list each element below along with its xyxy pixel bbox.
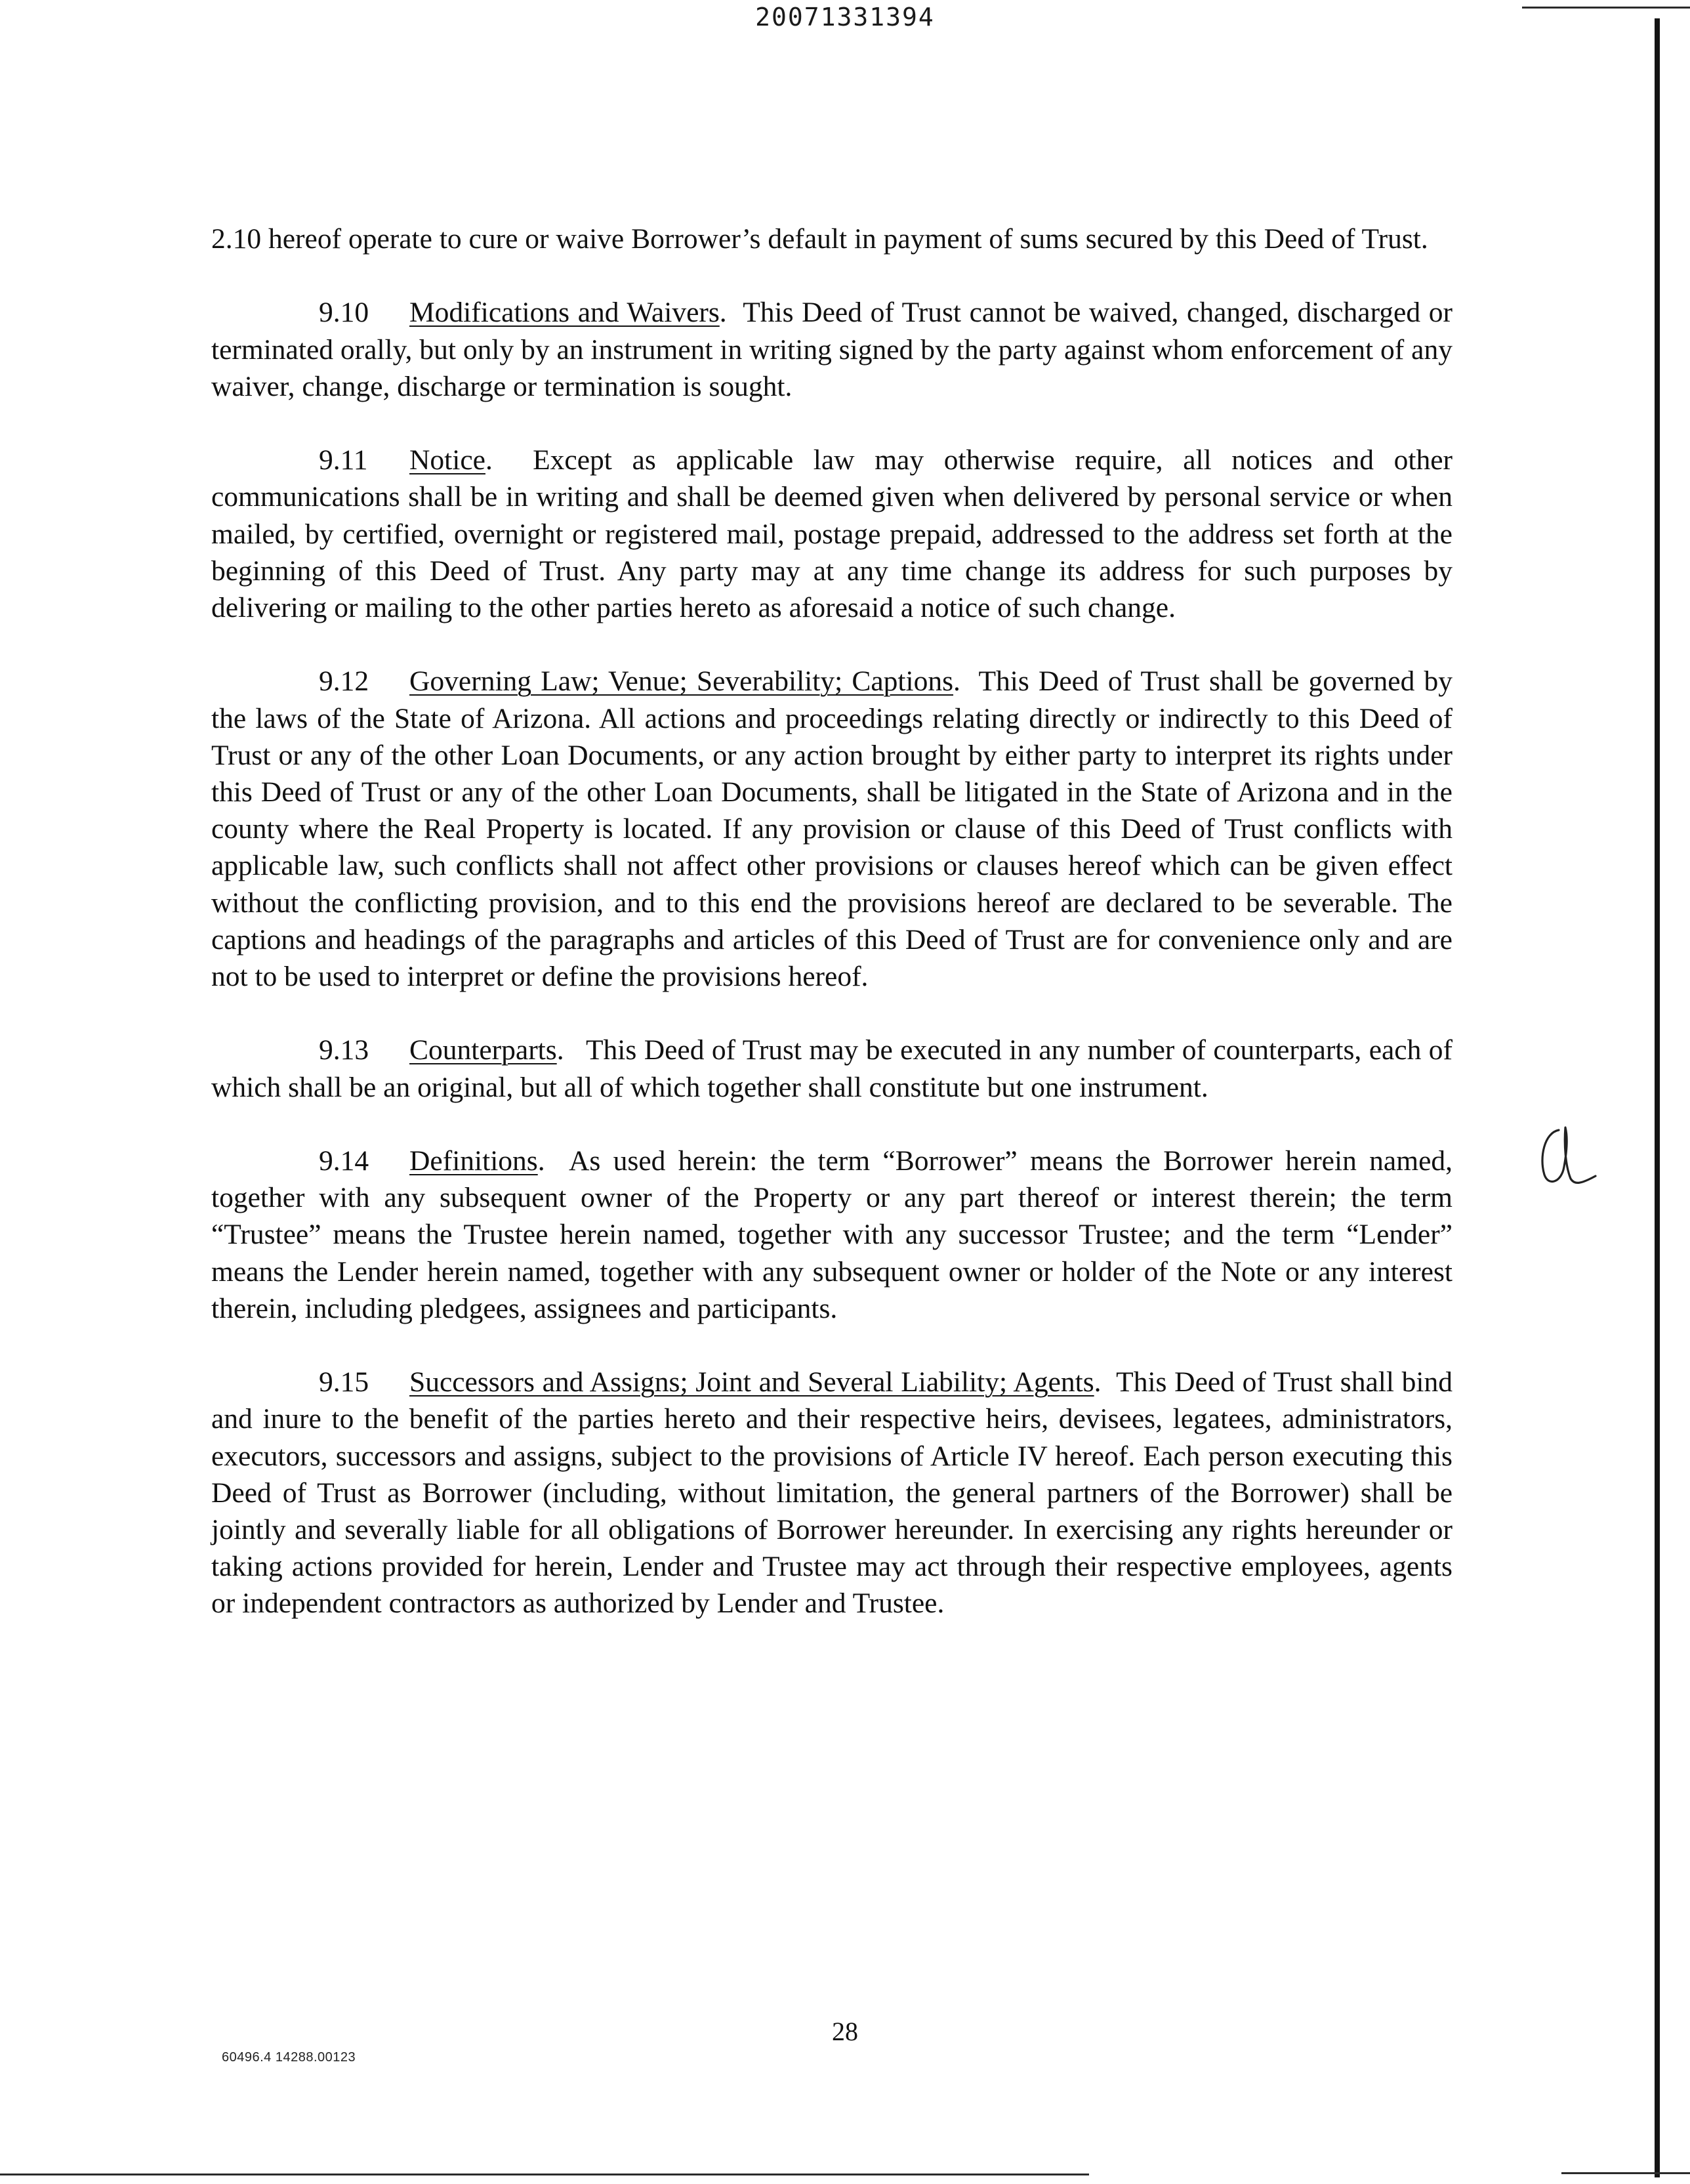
section-text: As used herein: the term “Borrower” means the Borrower herein named, together with any subsequent owner of the Property or any part thereof or interest therein; the term “Trustee” means the Trustee herein named, together with any successor Trustee; and the term “Lender” means the Lender herein named, together with any subsequent owner or holder of the Note or any interest therein, including pledgees, assignees and participants.: [211, 1145, 1453, 1324]
section-9-12: 9.12 Governing Law; Venue; Severability; Captions. This Deed of Trust shall be governed by the laws of the State of Arizona. All actions and proceedings relating directly or indirectly to this Deed of Trust or any of the other Loan Documents, or any action brought by either party to interpret its rights under this Deed of Trust or any of the other Loan Documents, shall be litigated in the State of Arizona and in the county where the Real Property is located. If any provision or clause of this Deed of Trust conflicts with applicable law, such conflicts shall not affect other provisions or clauses hereof which can be given effect without the conflicting provision, and to this end the provisions hereof are declared to be severable. The captions and headings of the paragraphs and articles of this Deed of Trust are for convenience only and are not to be used to interpret or define the provisions hereof.: [211, 663, 1453, 995]
paragraph-text: 2.10 hereof operate to cure or waive Borrower’s default in payment of sums secured by this Deed of Trust.: [211, 223, 1428, 255]
section-9-15: 9.15 Successors and Assigns; Joint and Several Liability; Agents. This Deed of Trust shall bind and inure to the benefit of the parties hereto and their respective heirs, devisees, legatees, administrators, executors, successors and assigns, subject to the provisions of Article IV hereof. Each person executing this Deed of Trust as Borrower (including, without limitation, the general partners of the Borrower) shall be jointly and severally liable for all obligations of Borrower hereunder. In exercising any rights hereunder or taking actions provided for herein, Lender and Trustee may act through their respective employees, agents or independent contractors as authorized by Lender and Trustee.: [211, 1364, 1453, 1622]
page-number: 28: [832, 2017, 858, 2046]
section-text: This Deed of Trust shall bind and inure to the benefit of the parties hereto and their respective heirs, devisees, legatees, administrators, executors, successors and assigns, subject to the provisions of Article IV hereof. Each person executing this Deed of Trust as Borrower (including, without limitation, the general partners of the Borrower) shall be jointly and severally liable for all obligations of Borrower hereunder. In exercising any rights hereunder or taking actions provided for herein, Lender and Trustee may act through their respective employees, agents or independent contractors as authorized by Lender and Trustee.: [211, 1366, 1453, 1620]
scan-edge-bottom: [0, 2174, 1089, 2175]
section-text: This Deed of Trust shall be governed by the laws of the State of Arizona. All actions and proceedings relating directly or indirectly to this Deed of Trust or any of the other Loan Documents, or any action brought by either party to interpret its rights under this Deed of Trust or any of the other Loan Documents, shall be litigated in the State of Arizona and in the county where the Real Property is located. If any provision or clause of this Deed of Trust conflicts with applicable law, such conflicts shall not affect other provisions or clauses hereof which can be given effect without the conflicting provision, and to this end the provisions hereof are declared to be severable. The captions and headings of the paragraphs and articles of this Deed of Trust are for convenience only and are not to be used to interpret or define the provisions hereof.: [211, 665, 1453, 993]
section-text: Except as applicable law may otherwise require, all notices and other communications shall be in writing and shall be deemed given when delivered by personal service or when mailed, by certified, overnight or registered mail, postage prepaid, addressed to the address set forth at the beginning of this Deed of Trust. Any party may at any time change its address for such purposes by delivering or mailing to the other parties hereto as aforesaid a notice of such change.: [211, 444, 1453, 623]
section-number: 9.10: [319, 297, 369, 329]
section-9-10: 9.10 Modifications and Waivers. This Deed of Trust cannot be waived, changed, discharged or terminated orally, but only by an instrument in writing signed by the party against whom enforcement of any waiver, change, discharge or termination is sought.: [211, 294, 1453, 405]
section-heading: Governing Law; Venue; Severability; Captions: [409, 665, 954, 698]
section-number: 9.13: [319, 1034, 369, 1066]
section-heading: Counterparts: [409, 1034, 557, 1066]
section-heading: Modifications and Waivers: [409, 297, 720, 329]
section-9-14: 9.14 Definitions. As used herein: the term “Borrower” means the Borrower herein named, together with any subsequent owner of the Property or any part thereof or interest therein; the term “Trustee” means the Trustee herein named, together with any successor Trustee; and the term “Lender” means the Lender herein named, together with any subsequent owner or holder of the Note or any interest therein, including pledgees, assignees and participants.: [211, 1143, 1453, 1327]
document-body: [211, 220, 1453, 1659]
footer-document-code: 60496.4 14288.00123: [222, 2050, 356, 2065]
section-9-11: 9.11 Notice. Except as applicable law may otherwise require, all notices and other communications shall be in writing and shall be deemed given when delivered by personal service or when mailed, by certified, overnight or registered mail, postage prepaid, addressed to the address set forth at the beginning of this Deed of Trust. Any party may at any time change its address for such purposes by delivering or mailing to the other parties hereto as aforesaid a notice of such change.: [211, 442, 1453, 626]
section-number: 9.12: [319, 665, 369, 698]
recording-number: 20071331394: [755, 3, 935, 32]
section-text: This Deed of Trust cannot be waived, changed, discharged or terminated orally, but only by an instrument in writing signed by the party against whom enforcement of any waiver, change, discharge or termination is sought.: [211, 297, 1453, 402]
scan-edge-bottom-right: [1561, 2172, 1690, 2174]
section-number: 9.14: [319, 1145, 369, 1177]
section-heading: Successors and Assigns; Joint and Several Liability; Agents: [409, 1366, 1094, 1398]
section-9-13: 9.13 Counterparts. This Deed of Trust may be executed in any number of counterparts, each of which shall be an original, but all of which together shall constitute but one instrument.: [211, 1032, 1453, 1105]
section-text: This Deed of Trust may be executed in any number of counterparts, each of which shall be an original, but all of which together shall constitute but one instrument.: [211, 1034, 1453, 1103]
section-number: 9.11: [319, 444, 368, 476]
section-heading: Notice: [409, 444, 485, 476]
section-number: 9.15: [319, 1366, 369, 1398]
scan-edge-right: [1655, 18, 1660, 2177]
section-heading: Definitions: [409, 1145, 538, 1177]
paragraph-continuation: [211, 220, 1453, 257]
handwritten-initials: [1533, 1118, 1605, 1190]
